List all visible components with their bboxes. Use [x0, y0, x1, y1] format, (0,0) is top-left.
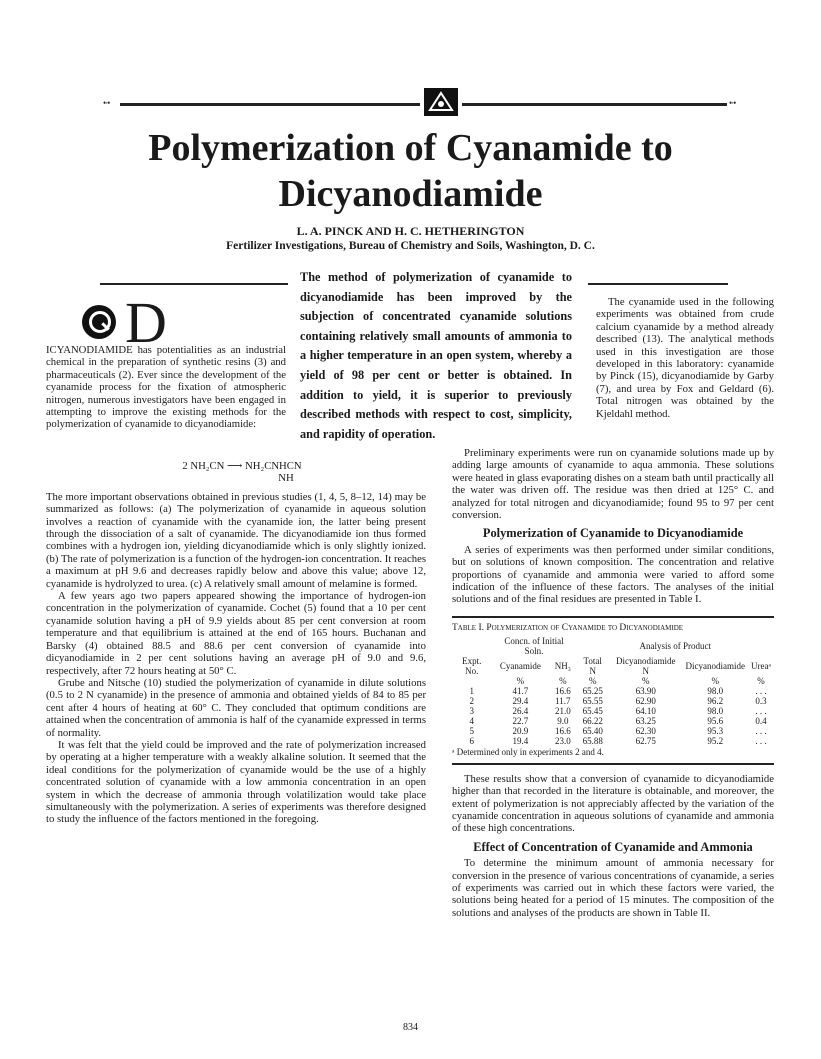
column-header: Ureaᵃ [751, 661, 771, 672]
paragraph: A series of experiments was then performed under similar conditions, but on solutions of known composition. The concentration and relative proportions of cyanamide and ammonia were varied to afford some indication of the influence of these factors. The analyses of the initial solutions and of the final residues are presented in Table I. [452, 543, 774, 606]
right-column [452, 447, 774, 919]
column-group-header: Concn. of Initial Soln. [504, 636, 564, 657]
table-cell: 11.7 [555, 696, 571, 707]
equation [46, 460, 426, 485]
right-section-rule [588, 283, 728, 285]
table-cell: 1 [469, 686, 474, 697]
table-cell: 65.25 [582, 686, 603, 697]
table-cell: 6 [469, 736, 474, 747]
unit-cell: % [559, 676, 567, 687]
table-cell: 65.45 [582, 706, 603, 717]
table-row [452, 686, 774, 696]
unit-cell: % [711, 676, 719, 687]
table-cell: 26.4 [512, 706, 529, 717]
header-rule-right [462, 103, 727, 106]
header-emblem [424, 88, 458, 116]
table-cell: 9.0 [557, 716, 569, 727]
table-cell: 23.0 [554, 736, 571, 747]
equation-text: 2 NH₂CN ⟶ NH₂CNHCN [182, 460, 302, 472]
table-footnote: ᵃ Determined only in experiments 2 and 4. [452, 747, 604, 758]
column-header: Cyanamide [499, 661, 541, 672]
table-cell: 20.9 [512, 726, 529, 737]
section-heading: Polymerization of Cyanamide to Dicyanodiamide [482, 526, 744, 541]
table-cell: 22.7 [512, 716, 529, 727]
paragraph: To determine the minimum amount of ammonia necessary for conversion in the presence of various concentrations of cyanamide, a series of experiments was carried out in which these factors were varied, the solutions being heated for a period of 15 minutes. The composition of the solutions and analyses of the products are shown in Table II. [452, 857, 774, 919]
table-cell: 65.88 [582, 736, 603, 747]
column-header: Expt. No. [462, 656, 482, 677]
table-cell: . . . [755, 726, 767, 737]
authors: L. A. PINCK AND H. C. HETHERINGTON [296, 224, 525, 238]
table-cell: . . . [755, 706, 767, 717]
table-cell: 0.3 [755, 696, 767, 707]
header-rule-left [120, 103, 420, 106]
table-cell: . . . [755, 736, 767, 747]
table-cell: 95.6 [707, 716, 724, 727]
paragraph: It was felt that the yield could be improved and the rate of polymerization increased by operating at a higher temperature with a weakly alkaline solution. It seemed that the ideal conditions for the polymerization of cyanamide would be the use of a highly concentrated solution of cyanamide with a low ammonia concentration in an open system in which the decrease of ammonia through volatilization would take place simultaneously with the polymerization. A series of experiments was therefore designed to study the influence of the factors mentioned in the foregoing. [46, 738, 426, 826]
table-cell: 62.90 [635, 696, 656, 707]
table-caption: Table I. Polymerization of Cyanamide to Dicyanodiamide [452, 622, 684, 633]
table-cell: 16.6 [554, 726, 571, 737]
paragraph: The cyanamide used in the following experiments was obtained from crude calcium cyanamide by a method already described (13). The analytical methods used in this investigation are those developed in this laboratory: cyanamide by Pinck (15), dicyanodiamide by Garby (7), and urea by Fox and Geldard (6). Total nitrogen was obtained by the Kjeldahl method. [596, 296, 774, 420]
table-cell: 62.75 [635, 736, 656, 747]
table-cell: 63.25 [635, 716, 656, 727]
table-cell: 63.90 [635, 686, 656, 697]
page-number: 834 [403, 1022, 418, 1033]
equation-sub: NH [278, 472, 294, 485]
unit-cell: % [642, 676, 650, 687]
table-cell: 96.2 [707, 696, 724, 707]
table-cell: 4 [469, 716, 474, 727]
table-row [452, 726, 774, 736]
unit-cell: % [516, 676, 525, 687]
table-row [452, 736, 774, 746]
column-header: Dicyanodiamide [685, 661, 745, 672]
table-cell: 98.0 [707, 686, 724, 697]
unit-cell [452, 676, 492, 686]
table-cell: 98.0 [707, 706, 724, 717]
table-1 [452, 616, 774, 765]
table-row [452, 706, 774, 716]
column-header: NH₃ [554, 661, 571, 672]
header-ornament-right: •·• [729, 98, 736, 108]
unit-cell: % [588, 676, 597, 687]
left-section-rule [100, 283, 288, 285]
title-line-1: Polymerization of Cyanamide to [148, 127, 673, 169]
table-cell: 21.0 [554, 706, 571, 717]
table-cell: 2 [469, 696, 474, 707]
title-line-2: Dicyanodiamide [278, 173, 543, 215]
table-cell: 29.4 [512, 696, 529, 707]
paragraph: Grube and Nitsche (10) studied the polymerization of cyanamide in dilute solutions (0.5 to 2 N cyanamide) in the presence of ammonia and obtained yields of 84 to 85 per cent after 4 hours of heating at 60° C. They concluded that optimum conditions are attained when the concentration of ammonia is half of the cyanamide expressed in terms of normality. [46, 676, 426, 739]
column-header: Total N [583, 656, 602, 677]
table-cell: . . . [755, 686, 767, 697]
unit-cell: % [757, 676, 765, 687]
paper-title [0, 125, 821, 217]
table-cell: 0.4 [755, 716, 767, 727]
table-cell: 95.2 [707, 736, 724, 747]
emblem-icon [424, 88, 458, 116]
table-cell: 5 [469, 726, 474, 737]
table-cell: 65.55 [582, 696, 603, 707]
table-cell: 19.4 [512, 736, 529, 747]
table-cell: 41.7 [512, 686, 529, 697]
intro-paragraph: ICYANODIAMIDE has potentialities as an industrial chemical in the preparation of synthetic resins (3) and pharmaceuticals (2). Ever since the development of the cyanamide process for the fixation of atmospheric nitrogen, numerous investigators have been engaged in attempting to improve the existing methods for the polymerization of cyanamide to dicyanodiamide: [46, 344, 286, 431]
dropcap-spacer [46, 296, 202, 344]
table-row [452, 716, 774, 726]
table-cell: 95.3 [707, 726, 724, 737]
column-group-header: Analysis of Product [639, 641, 711, 652]
drop-cap: D [125, 290, 167, 355]
intro-column [46, 290, 286, 431]
paragraph: The more important observations obtained in previous studies (1, 4, 5, 8–12, 14) may be summarized as follows: (a) The polymerization of cyanamide in aqueous solution involves a reaction of cyanamide with the cyanamide ion, the latter being present through the dissociation of a salt of cyanamide. The dicyanodiamide ion thus formed combines with a hydrogen ion, yielding dicyanodiamide which is only slightly ionized. (b) The rate of polymerization is a function of the hydrogen-ion concentration. It reaches a maximum at pH 9.6 and decreases rapidly below and above this value; above 12, cyanamide is hydrolyzed to urea. (c) A relatively small amount of melamine is formed. [46, 490, 426, 590]
table-cell: 64.10 [635, 706, 656, 717]
header-ornament-left: •·• [103, 98, 110, 108]
table-cell: 3 [469, 706, 474, 717]
section-heading: Effect of Concentration of Cyanamide and Ammonia [473, 839, 753, 854]
paragraph: Preliminary experiments were run on cyanamide solutions made up by adding large amounts of cyanamide to aqua ammonia. These solutions were heated in glass evaporating dishes on a steam bath until practically all the water was driven off. The residue was then dried at 125° C. and analyzed for total nitrogen and dicyanodiamide; found 95 to 97 per cent conversion. [452, 447, 774, 522]
abstract: The method of polymerization of cyanamide to dicyanodiamide has been improved by the subjection of concentrated cyanamide solutions containing relatively small amounts of ammonia to a higher temperature in an open system, whereby a yield of 98 per cent or better is obtained. In addition to yield, it is superior to previously described methods with respect to cost, simplicity, and rapidity of operation. [300, 270, 572, 441]
data-table [452, 636, 774, 746]
table-cell: 66.22 [582, 716, 603, 727]
left-column [46, 460, 426, 826]
affiliation: Fertilizer Investigations, Bureau of Chemistry and Soils, Washington, D. C. [226, 240, 595, 252]
table-cell: 62.30 [635, 726, 656, 737]
column-header: Dicyanodiamide N [616, 656, 676, 677]
paragraph: These results show that a conversion of cyanamide to dicyanodiamide higher than that recorded in the literature is obtainable, and moreover, the extent of polymerization is not appreciably affected by the variation of the cyanamide concentration in aqueous solutions of cyanamide and ammonia of these high concentrations. [452, 772, 774, 835]
right-column-top [596, 296, 774, 446]
table-row [452, 696, 774, 706]
paragraph: A few years ago two papers appeared showing the importance of hydrogen-ion concentration in the polymerization of cyanamide. Cochet (5) found that a 10 per cent cyanamide solution having a pH of 9.9 yields about 85 per cent conversion at room temperature and that equilibrium is attained at the end of 165 hours. Buchanan and Barsky (4) obtained 88.5 and 88.6 per cent conversion of cyanamide into dicyanodiamide in 2 per cent solutions having an average pH of 9.0 and 9.6, respectively, after 72 hours heating at 50° C. [46, 590, 426, 677]
table-cell: 65.40 [582, 726, 603, 737]
table-cell: 16.6 [554, 686, 571, 697]
